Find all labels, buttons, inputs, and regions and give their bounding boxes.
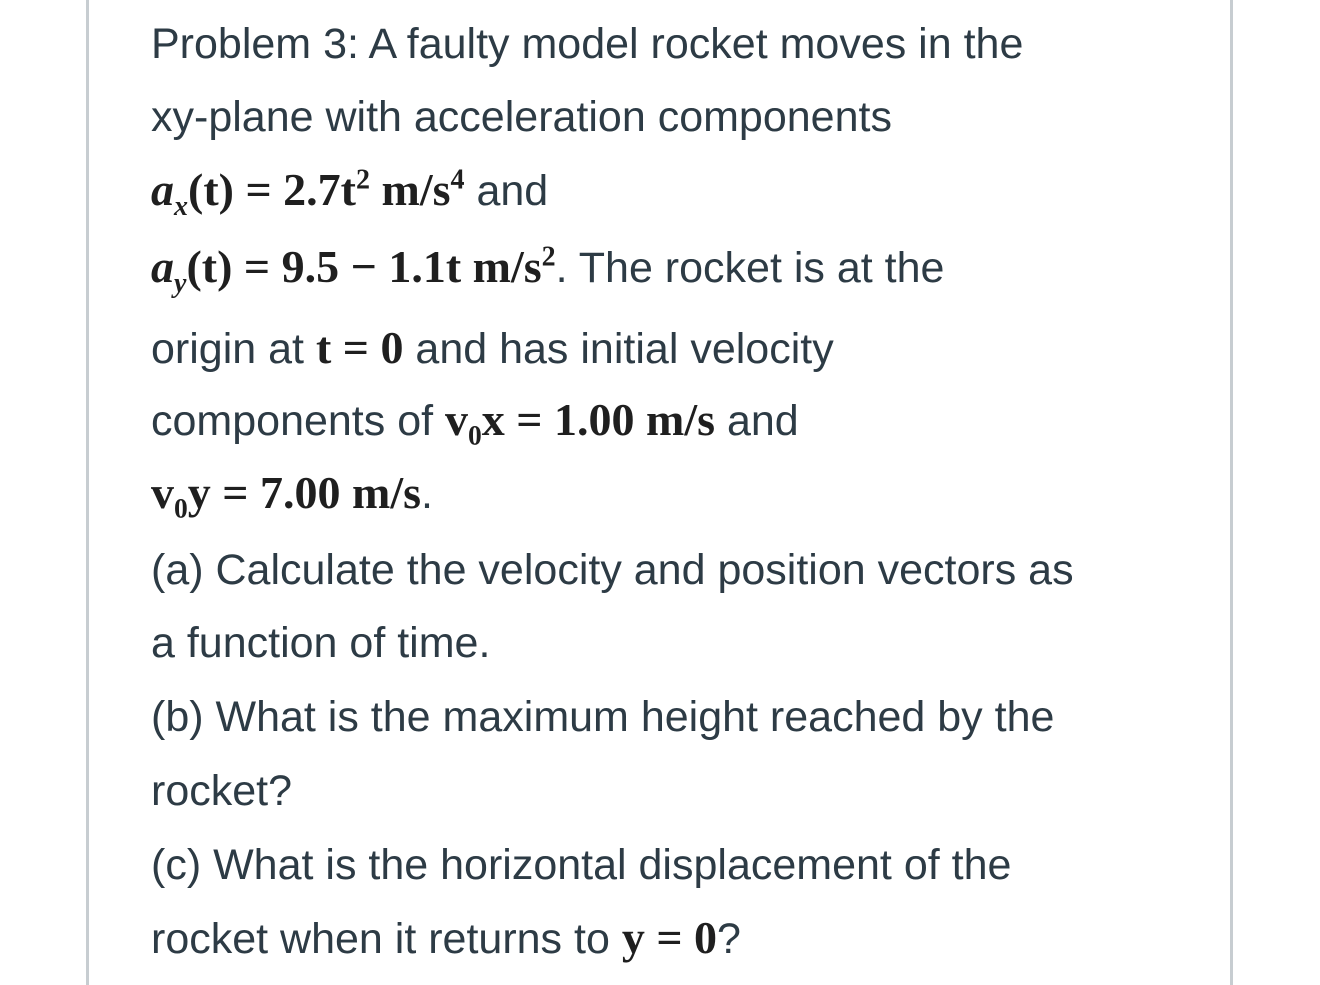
v0x-math: v₀x = 1.00 m/s xyxy=(445,394,716,445)
t-zero-math: t = 0 xyxy=(315,322,404,373)
part-c-line-1: (c) What is the horizontal displacement of the xyxy=(151,841,1012,889)
part-a-line-2: a function of time. xyxy=(151,619,491,667)
y-zero-math: y = 0 xyxy=(621,912,718,963)
part-b-line-1: (b) What is the maximum height reached by the xyxy=(151,693,1055,741)
content-border-left xyxy=(86,0,89,985)
part-a-line-1: (a) Calculate the velocity and position vectors as xyxy=(151,546,1074,594)
content-border-right xyxy=(1230,0,1233,985)
ay-tail: . The rocket is at the xyxy=(555,244,945,292)
ay-equation-line xyxy=(151,237,945,300)
ax-tail: and xyxy=(464,167,549,215)
ax-equation-line xyxy=(151,160,549,223)
problem-line-6: components of v₀x = 1.00 m/s and xyxy=(151,394,799,445)
part-c-line-2: rocket when it returns to y = 0? xyxy=(151,912,741,963)
problem-line-1: Problem 3: A faulty model rocket moves in the xyxy=(151,20,1024,68)
ax-equation: $a_x(t) = 2.7t^2$ $m/s^4$ xyxy=(151,164,465,223)
problem-line-7: v₀y = 7.00 m/s. xyxy=(151,467,433,518)
v0y-math: v₀y = 7.00 m/s xyxy=(151,467,422,518)
part-b-line-2: rocket? xyxy=(151,767,293,815)
ay-equation: $a_y(t) = 9.5 - 1.1t$ $m/s^2$ xyxy=(151,241,556,300)
problem-line-5: origin at t = 0 and has initial velocity xyxy=(151,322,834,373)
problem-line-2: xy-plane with acceleration components xyxy=(151,93,892,141)
